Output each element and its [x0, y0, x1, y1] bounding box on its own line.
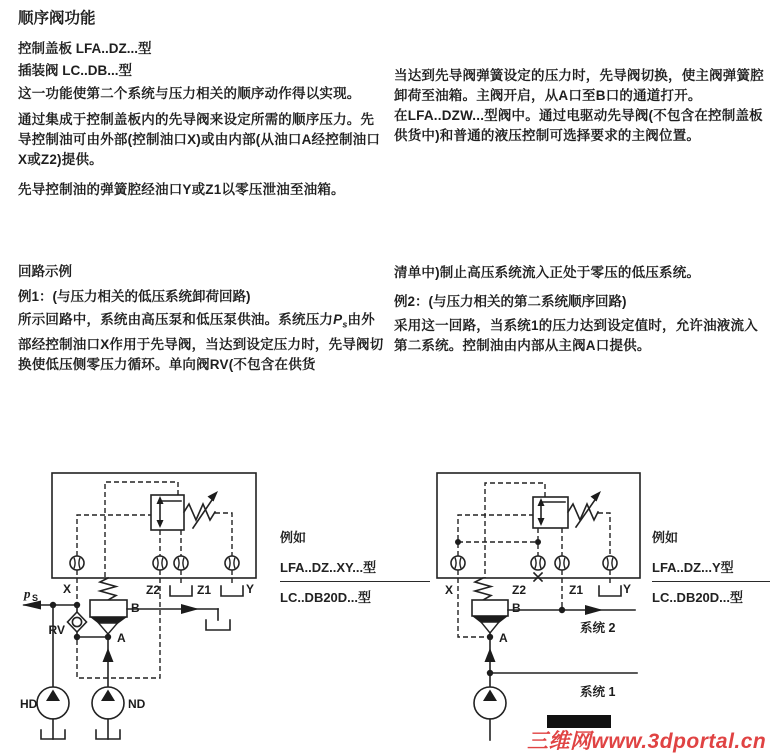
- port-y-label: Y: [622, 582, 632, 596]
- intro-right-p2: 在LFA..DZW...型阀中。通过电驱动先导阀(不包含在控制盖板供货中)和普通的液压控制可选择要求的主阀位置。: [394, 108, 763, 143]
- example2-body: 采用这一回路，当系统1的压力达到设定值时，允许油液流入第二系统。控制油由内部从主阀A口提供。: [394, 318, 758, 353]
- port-a-label: A: [117, 631, 126, 645]
- diagram1-model-bottom: LC..DB20D...型: [280, 590, 372, 605]
- adjustable-spring-icon: [184, 491, 218, 528]
- diagram1-model-top: LFA..DZ..XY...型: [280, 557, 430, 582]
- diagram1-example-label: 例如: [280, 530, 307, 545]
- port-labels: [63, 582, 254, 597]
- pump-icon: [474, 687, 506, 740]
- port-x-label: X: [62, 582, 72, 596]
- port-bushing-icons: [70, 556, 239, 570]
- watermark: 三维网www.3dportal.cn: [527, 730, 767, 753]
- intro-right-p1: 当达到先导阀弹簧设定的压力时，先导阀切换，使主阀弹簧腔卸荷至油箱。主阀开启，从A口至B口的通道打开。: [394, 68, 764, 103]
- pilot-valve-icon: [151, 495, 184, 530]
- b-outlet-to-tank-line: [127, 604, 230, 630]
- port-y-label: Y: [245, 582, 255, 596]
- pilot-valve-icon: [533, 497, 568, 528]
- pressure-symbol: $P_s$: [333, 312, 348, 330]
- port-labels: [445, 582, 631, 597]
- diagram2-model-top: LFA..DZ...Y型: [652, 557, 770, 582]
- port-a-label: A: [499, 631, 508, 645]
- example2-title: 例2：(与压力相关的第二系统顺序回路): [394, 294, 627, 309]
- lp-pump-icon: [92, 637, 124, 739]
- example1-title: 例1：(与压力相关的低压系统卸荷回路): [18, 289, 251, 304]
- cartridge-model-line: 插装阀 LC..DB...型: [18, 63, 132, 78]
- pump-nd-label: ND: [128, 697, 146, 711]
- intro-left-p1: 这一功能使第二个系统与压力相关的顺序动作得以实现。: [18, 86, 361, 101]
- system2-outlet-line: [508, 605, 635, 615]
- port-bushing-icons: [451, 556, 617, 570]
- example1-body-pre: 所示回路中，系统由高压泵和低压泵供油。系统压力: [18, 312, 334, 327]
- port-z2-label: Z2: [511, 583, 527, 597]
- intro-left-p2: 通过集成于控制盖板内的先导阀来设定所需的顺序压力。先导控制油可由外部(控制油口X)或由内部(从油口A经控制油口X或Z2)提供。: [18, 112, 381, 167]
- cover-model-line: 控制盖板 LFA..DZ...型: [18, 41, 152, 56]
- system-pressure-line: [22, 601, 80, 610]
- plugged-port-cross-icon: [534, 573, 542, 581]
- system1-label: 系统 1: [580, 685, 616, 699]
- example1-continuation: 清单中)制止高压系统流入正处于零压的低压系统。: [394, 265, 701, 280]
- intro-left-p3: 先导控制油的弹簧腔经油口Y或Z1以零压泄油至油箱。: [18, 182, 345, 197]
- system2-label: 系统 2: [580, 621, 616, 635]
- pump-hd-label: HD: [20, 697, 38, 711]
- examples-heading: 回路示例: [18, 264, 72, 279]
- example1-body: [18, 310, 384, 375]
- port-z1-label: Z1: [568, 583, 584, 597]
- pressure-ps-label: p: [24, 586, 31, 601]
- port-b-label: B: [512, 601, 521, 615]
- port-b-label: B: [131, 601, 140, 615]
- intro-right-column: [394, 66, 766, 146]
- port-z2-label: Z2: [145, 583, 161, 597]
- drain-tank-icon: [599, 586, 621, 596]
- intro-left-column: [18, 84, 382, 200]
- adjustable-spring-icon: [568, 491, 601, 527]
- check-valve-rv-label: RV: [48, 623, 65, 637]
- diagram2-model-bottom: LC..DB20D...型: [652, 590, 744, 605]
- page-title: 顺序阀功能: [18, 10, 96, 27]
- diagram1-caption: [280, 527, 430, 606]
- diagram2-example-label: 例如: [652, 530, 679, 545]
- circuit-diagram-example1: [10, 460, 280, 756]
- diagram2-caption: [652, 527, 770, 606]
- example1-body-post: 由外部经控制油口X作用于先导阀，当达到设定压力时，先导阀切换使低压侧零压力循环。单向阀RV(不包含在供货: [18, 312, 384, 372]
- pressure-ps-sub-label: S: [32, 593, 39, 603]
- port-z1-label: Z1: [196, 583, 212, 597]
- port-x-label: X: [444, 583, 454, 597]
- circuit-diagram-example2: [430, 460, 670, 756]
